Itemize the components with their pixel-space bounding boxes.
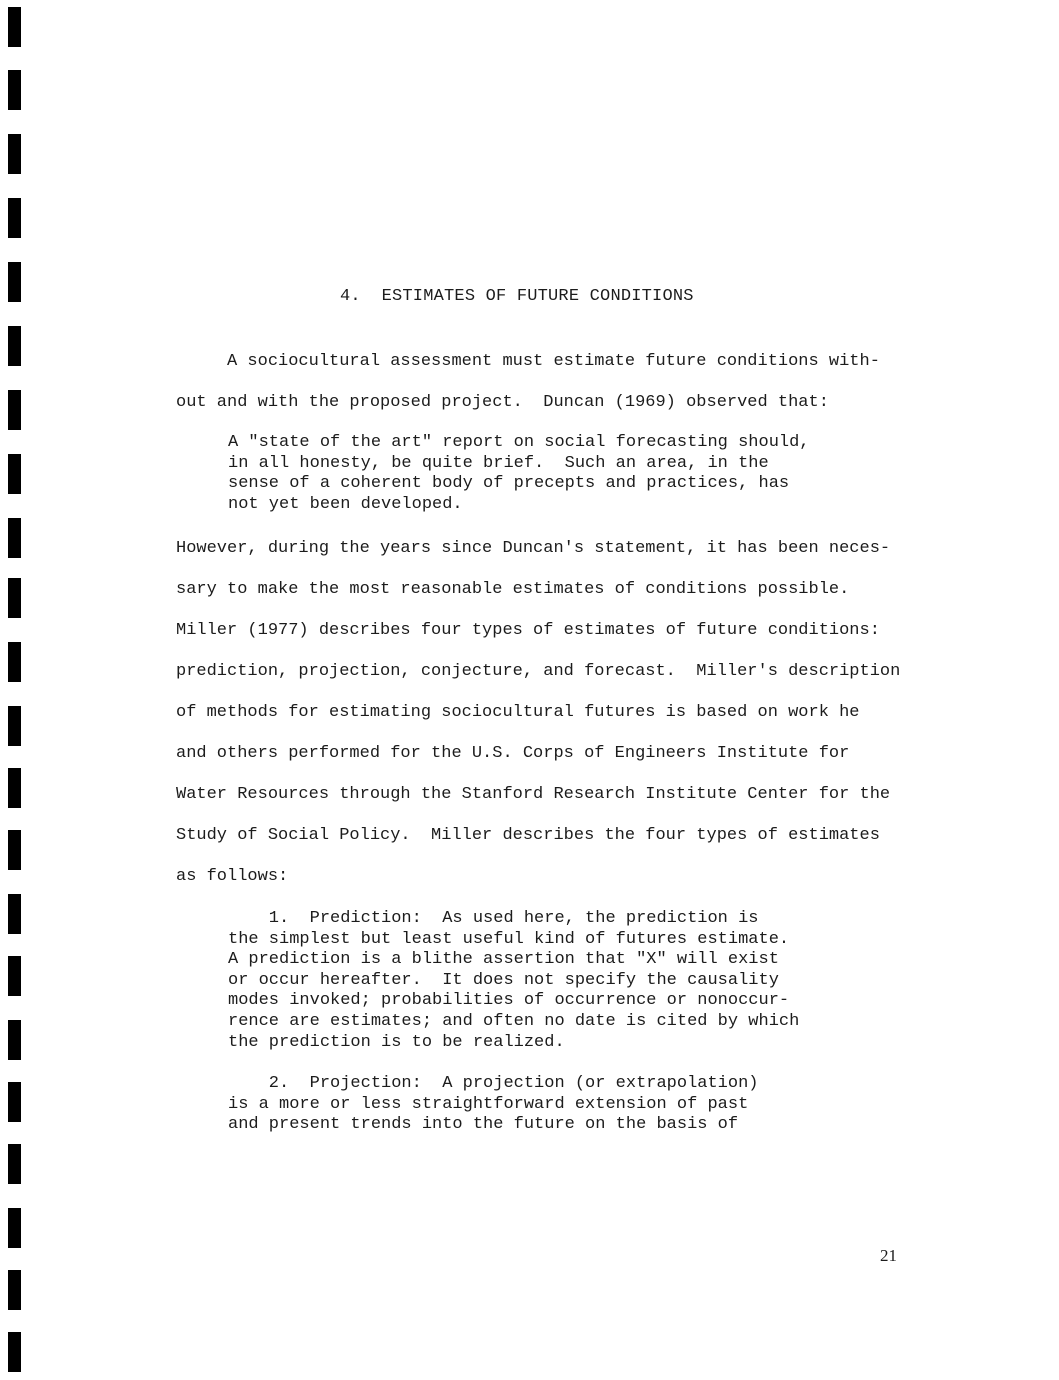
text-line: Miller (1977) describes four types of estimates of future conditions: <box>176 621 880 640</box>
binding-hole <box>8 70 21 110</box>
binding-hole <box>8 134 21 174</box>
text-line: of methods for estimating sociocultural futures is based on work he <box>176 703 860 722</box>
quote-line: or occur hereafter. It does not specify the causality <box>228 970 779 990</box>
binding-hole <box>8 454 21 494</box>
quote-line: is a more or less straightforward extension of past <box>228 1094 749 1114</box>
quote-line: and present trends into the future on the basis of <box>228 1115 739 1135</box>
binding-hole <box>8 518 21 558</box>
binding-hole <box>8 642 21 682</box>
binding-hole <box>8 7 21 47</box>
quote-item-prediction <box>228 909 799 1053</box>
text-line: However, during the years since Duncan's statement, it has been neces- <box>176 539 891 558</box>
binding-hole <box>8 1332 21 1372</box>
quote-line: sense of a coherent body of precepts and practices, has <box>228 474 790 494</box>
text-line: A sociocultural assessment must estimate future conditions with- <box>176 352 880 371</box>
quote-line: the simplest but least useful kind of futures estimate. <box>228 929 790 949</box>
intro-paragraph <box>176 341 880 423</box>
text-line: prediction, projection, conjecture, and forecast. Miller's description <box>176 662 901 681</box>
binding-hole <box>8 198 21 238</box>
quote-line: A prediction is a blithe assertion that "X" will exist <box>228 950 779 970</box>
binding-hole <box>8 1020 21 1060</box>
quote-item-projection <box>228 1074 759 1136</box>
text-line: Study of Social Policy. Miller describes the four types of estimates <box>176 826 880 845</box>
quote-line: 2. Projection: A projection (or extrapolation) <box>228 1074 759 1093</box>
binding-hole <box>8 830 21 870</box>
binding-hole <box>8 1208 21 1248</box>
binding-hole <box>8 956 21 996</box>
text-line: Water Resources through the Stanford Research Institute Center for the <box>176 785 891 804</box>
text-line: sary to make the most reasonable estimates of conditions possible. <box>176 580 850 599</box>
binding-hole <box>8 1144 21 1184</box>
binding-hole <box>8 1082 21 1122</box>
binding-hole <box>8 706 21 746</box>
block-quote <box>228 433 810 515</box>
body-paragraph <box>176 528 900 897</box>
quote-line: not yet been developed. <box>228 494 463 514</box>
quote-line: A "state of the art" report on social forecasting should, <box>228 433 810 452</box>
section-heading: 4. ESTIMATES OF FUTURE CONDITIONS <box>340 287 694 306</box>
binding-hole <box>8 326 21 366</box>
quote-line: rence are estimates; and often no date is cited by which <box>228 1011 800 1031</box>
quote-line: the prediction is to be realized. <box>228 1032 565 1052</box>
binding-hole <box>8 390 21 430</box>
quote-line: modes invoked; probabilities of occurrence or nonoccur- <box>228 991 790 1011</box>
quote-line: 1. Prediction: As used here, the prediction is <box>228 909 759 928</box>
text-line: out and with the proposed project. Duncan (1969) observed that: <box>176 393 829 412</box>
binding-hole <box>8 1270 21 1310</box>
binding-hole <box>8 894 21 934</box>
quote-line: in all honesty, be quite brief. Such an area, in the <box>228 453 769 473</box>
binding-hole <box>8 768 21 808</box>
binding-hole <box>8 578 21 618</box>
text-line: as follows: <box>176 867 289 886</box>
binding-edge <box>0 0 30 1380</box>
binding-hole <box>8 262 21 302</box>
text-line: and others performed for the U.S. Corps of Engineers Institute for <box>176 744 850 763</box>
page-number: 21 <box>880 1246 897 1265</box>
